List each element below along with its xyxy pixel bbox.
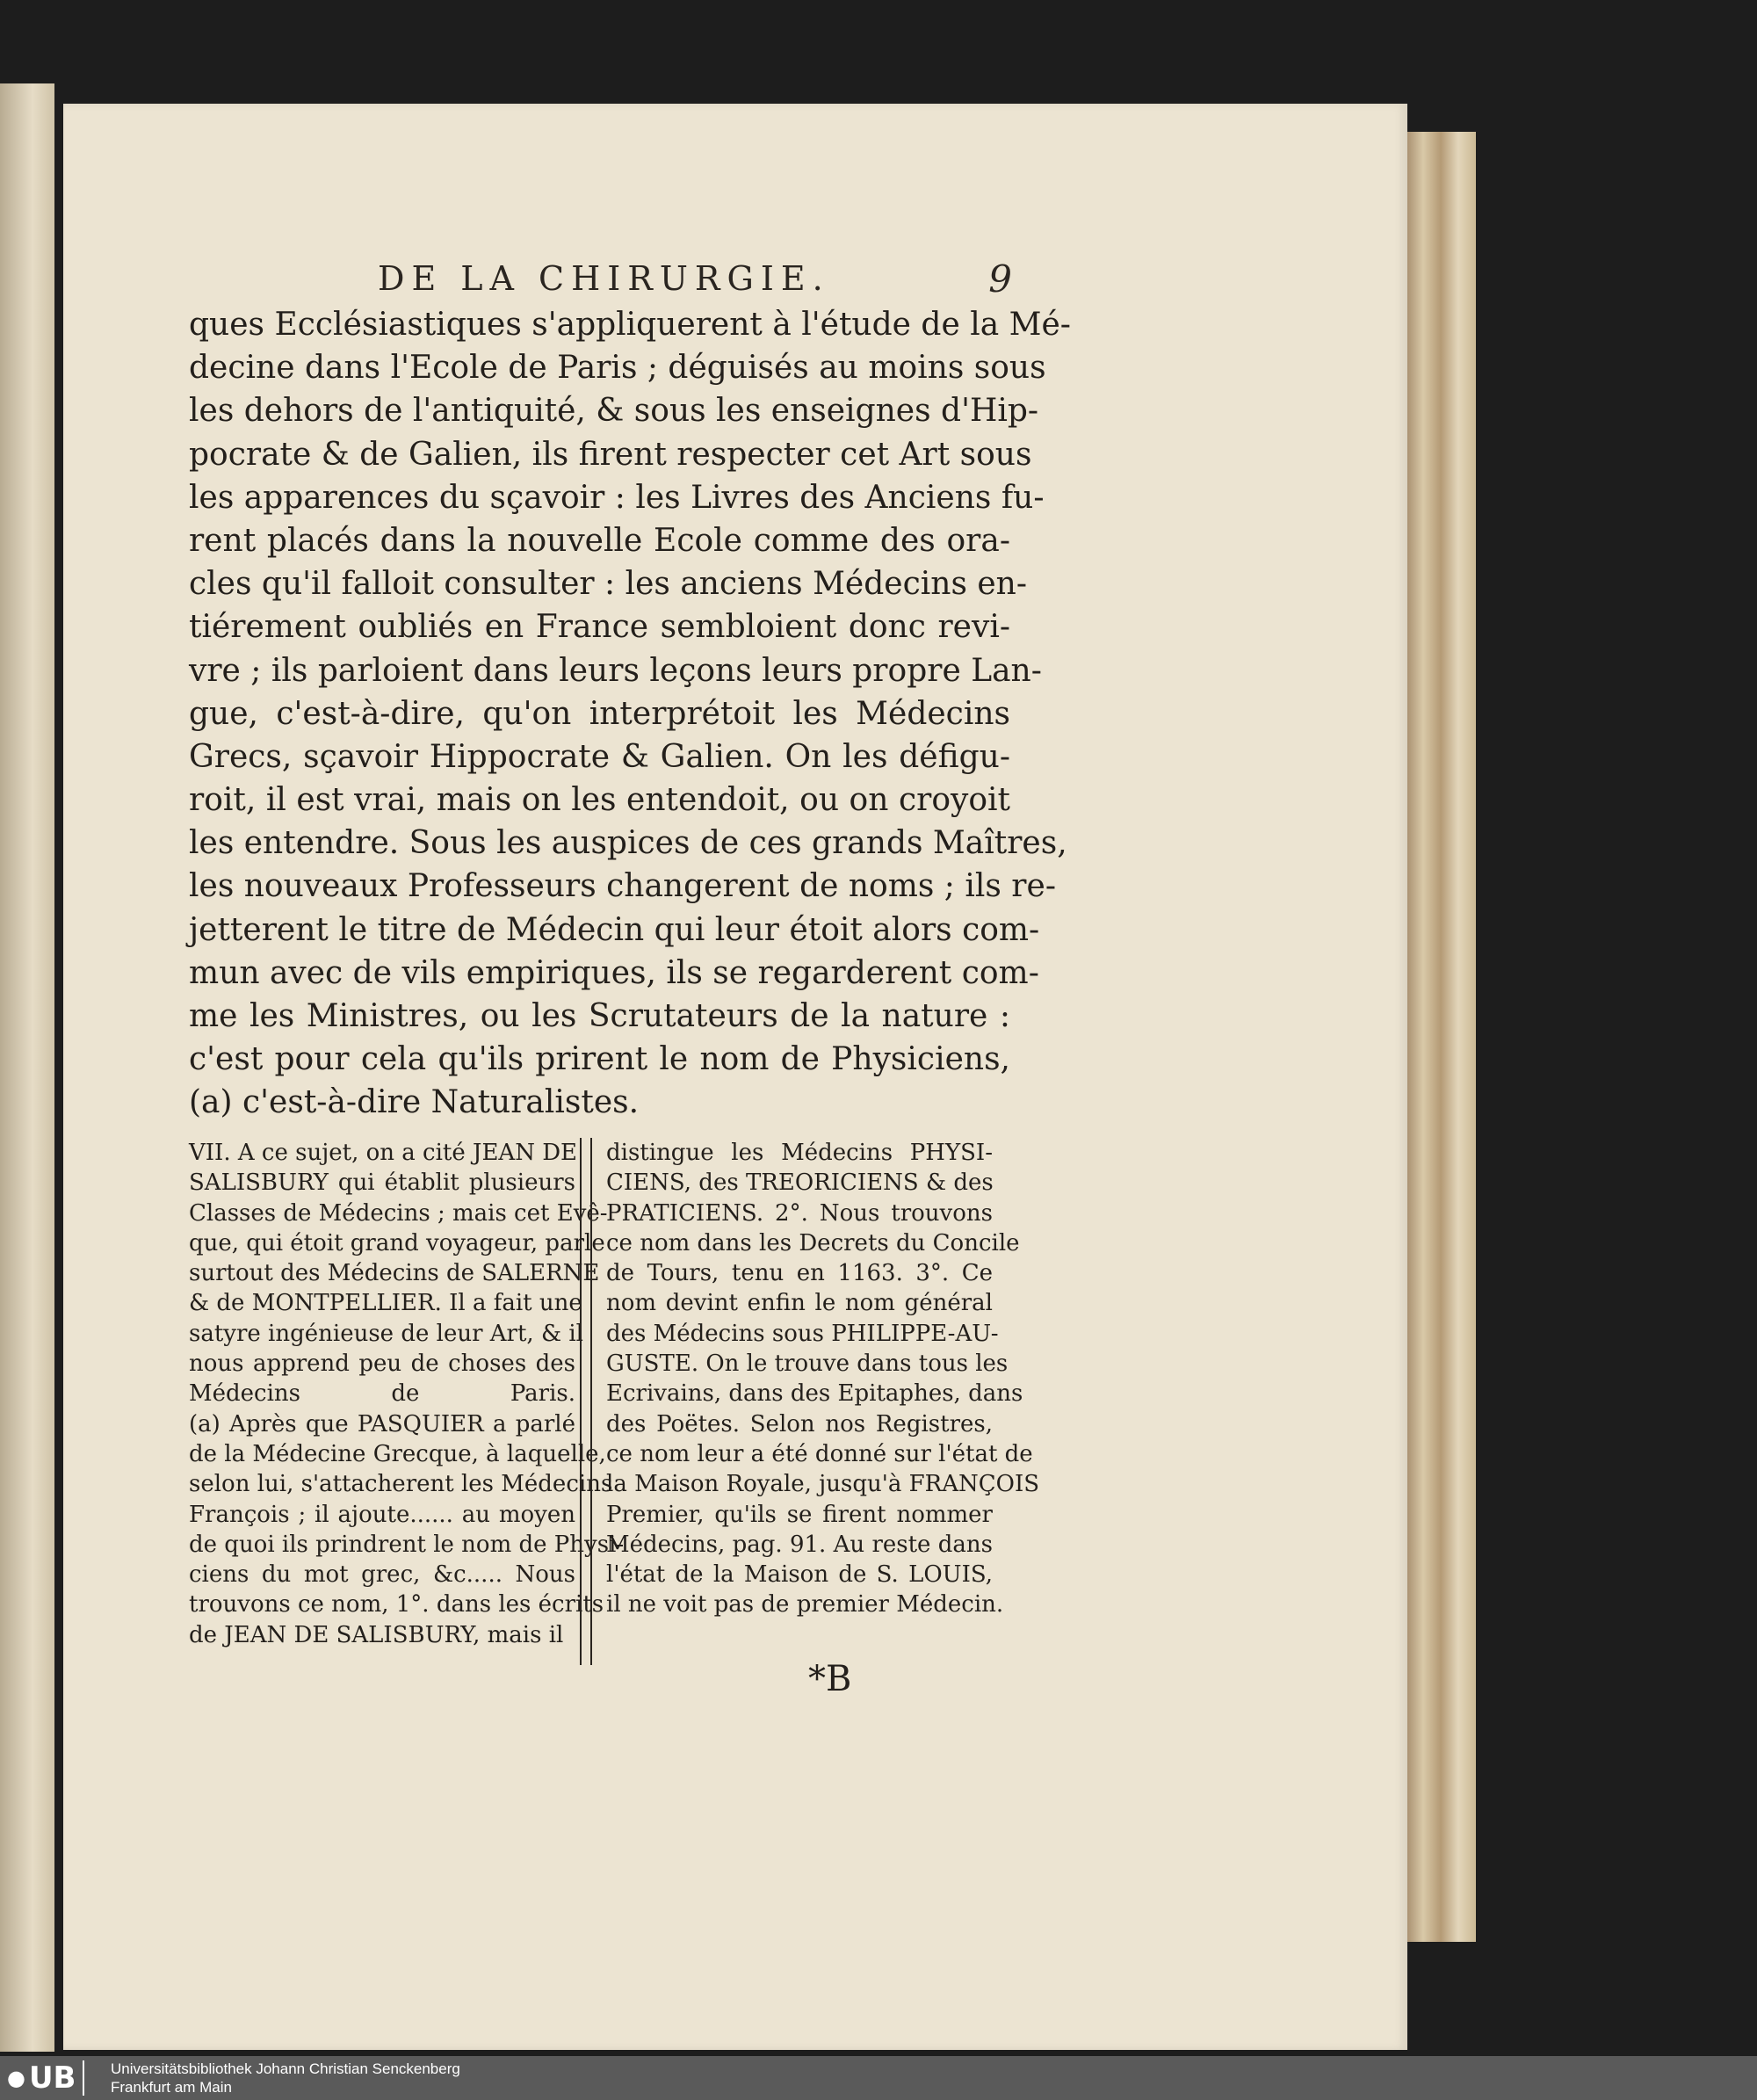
footnote-line: satyre ingénieuse de leur Art, & il	[189, 1320, 583, 1347]
library-footer-bar	[0, 2056, 1757, 2100]
footnote-line: GUSTE. On le trouve dans tous les	[606, 1351, 1009, 1378]
book-page-edges	[1406, 132, 1476, 1942]
footnote-line: de quoi ils prindrent le nom de Physi-	[189, 1531, 625, 1558]
text-line: cles qu'il falloit consulter : les anciens Médecins en-	[189, 566, 1028, 603]
footnote-line: ce nom dans les Decrets du Concile	[606, 1229, 1020, 1256]
footnote-line: & de MONTPELLIER. Il a fait une	[189, 1290, 582, 1317]
footnote-line: Médecins, pag. 91. Au reste dans	[606, 1531, 993, 1558]
library-crest-icon: ●	[7, 2066, 25, 2090]
text-line: les dehors de l'antiquité, & sous les enseignes d'Hip-	[189, 393, 1039, 430]
footnote-line: de la Médecine Grecque, à laquelle,	[189, 1440, 606, 1467]
footnote-line: distingue les Médecins PHYSI-	[606, 1140, 993, 1166]
footnote-line: des Poëtes. Selon nos Registres,	[606, 1410, 993, 1437]
footnote-line: ce nom leur a été donné sur l'état de	[606, 1440, 1033, 1467]
text-line: les nouveaux Professeurs changerent de noms ; ils re-	[189, 868, 1056, 905]
text-line: decine dans l'Ecole de Paris ; déguisés au moins sous	[189, 350, 1046, 387]
footnote-line: PRATICIENS. 2°. Nous trouvons	[606, 1199, 993, 1227]
footnote-line: (a) Après que PASQUIER a parlé	[189, 1410, 575, 1437]
column-divider	[580, 1138, 592, 1665]
footnote-line: Médecins de Paris.	[189, 1380, 575, 1408]
library-logo	[7, 2061, 84, 2095]
footnote-line: la Maison Royale, jusqu'à FRANÇOIS	[606, 1471, 1040, 1498]
text-line: me les Ministres, ou les Scrutateurs de la nature :	[189, 998, 1010, 1034]
text-line: jetterent le titre de Médecin qui leur étoit alors com-	[189, 911, 1040, 948]
logo-text: UB	[29, 2060, 85, 2096]
footnote-line: surtout des Médecins de SALERNE	[189, 1260, 600, 1287]
institution-line-2: Frankfurt am Main	[111, 2079, 232, 2096]
footnote-line: Premier, qu'ils se firent nommer	[606, 1501, 993, 1528]
text-line: les apparences du sçavoir : les Livres des Anciens fu-	[189, 479, 1045, 516]
text-line: gue, c'est-à-dire, qu'on interprétoit les Médecins	[189, 695, 1010, 732]
text-line: mun avec de vils empiriques, ils se regarderent com-	[189, 954, 1039, 991]
footnote-line: des Médecins sous PHILIPPE-AU-	[606, 1320, 999, 1347]
footnotes-right-column	[606, 1138, 1040, 1620]
running-title: DE LA CHIRURGIE.	[378, 259, 830, 298]
footnote-line: ciens du mot grec, &c..... Nous	[189, 1561, 575, 1589]
footnote-line: que, qui étoit grand voyageur, parle	[189, 1229, 605, 1256]
text-line: tiérement oubliés en France sembloient donc revi-	[189, 609, 1010, 646]
footnote-line: François ; il ajoute...... au moyen	[189, 1501, 575, 1528]
footnote-line: selon lui, s'attacherent les Médecins	[189, 1471, 613, 1498]
footnote-line: nous apprend peu de choses des	[189, 1351, 575, 1378]
main-text-block	[189, 303, 1071, 1125]
text-line: Grecs, sçavoir Hippocrate & Galien. On les défigu-	[189, 738, 1010, 775]
footnote-line: nom devint enfin le nom général	[606, 1290, 993, 1317]
text-line: c'est pour cela qu'ils prirent le nom de Physiciens,	[189, 1041, 1010, 1078]
footnote-line: il ne voit pas de premier Médecin.	[606, 1591, 1004, 1618]
footnote-line: de Tours, tenu en 1163. 3°. Ce	[606, 1260, 993, 1287]
text-line: pocrate & de Galien, ils firent respecter cet Art sous	[189, 436, 1032, 473]
text-line: roit, il est vrai, mais on les entendoit, ou on croyoit	[189, 782, 1010, 819]
footnote-line: SALISBURY qui établit plusieurs	[189, 1169, 575, 1197]
text-line: (a) c'est-à-dire Naturalistes.	[189, 1084, 640, 1121]
footnote-line: VII. A ce sujet, on a cité JEAN DE	[189, 1140, 578, 1166]
page-number: 9	[988, 257, 1012, 301]
footnote-line: trouvons ce nom, 1°. dans les écrits	[189, 1591, 604, 1618]
signature-mark: *B	[808, 1659, 852, 1699]
facing-page-edge	[0, 83, 54, 2052]
text-line: rent placés dans la nouvelle Ecole comme des ora-	[189, 522, 1010, 559]
text-line: vre ; ils parloient dans leurs leçons leurs propre Lan-	[189, 652, 1042, 689]
footnotes-left-column	[189, 1138, 625, 1650]
footnote-line: Classes de Médecins ; mais cet Evê-	[189, 1199, 608, 1227]
institution-name	[111, 2060, 460, 2096]
footnote-line: de JEAN DE SALISBURY, mais il	[189, 1621, 564, 1648]
text-line: les entendre. Sous les auspices de ces grands Maîtres,	[189, 825, 1067, 862]
footnote-line: CIENS, des TREORICIENS & des	[606, 1169, 994, 1197]
institution-line-1: Universitätsbibliothek Johann Christian Senckenberg	[111, 2060, 460, 2077]
footnote-line: l'état de la Maison de S. LOUIS,	[606, 1561, 993, 1589]
text-line: ques Ecclésiastiques s'appliquerent à l'étude de la Mé-	[189, 307, 1071, 343]
footnote-line: Ecrivains, dans des Epitaphes, dans	[606, 1380, 1023, 1408]
